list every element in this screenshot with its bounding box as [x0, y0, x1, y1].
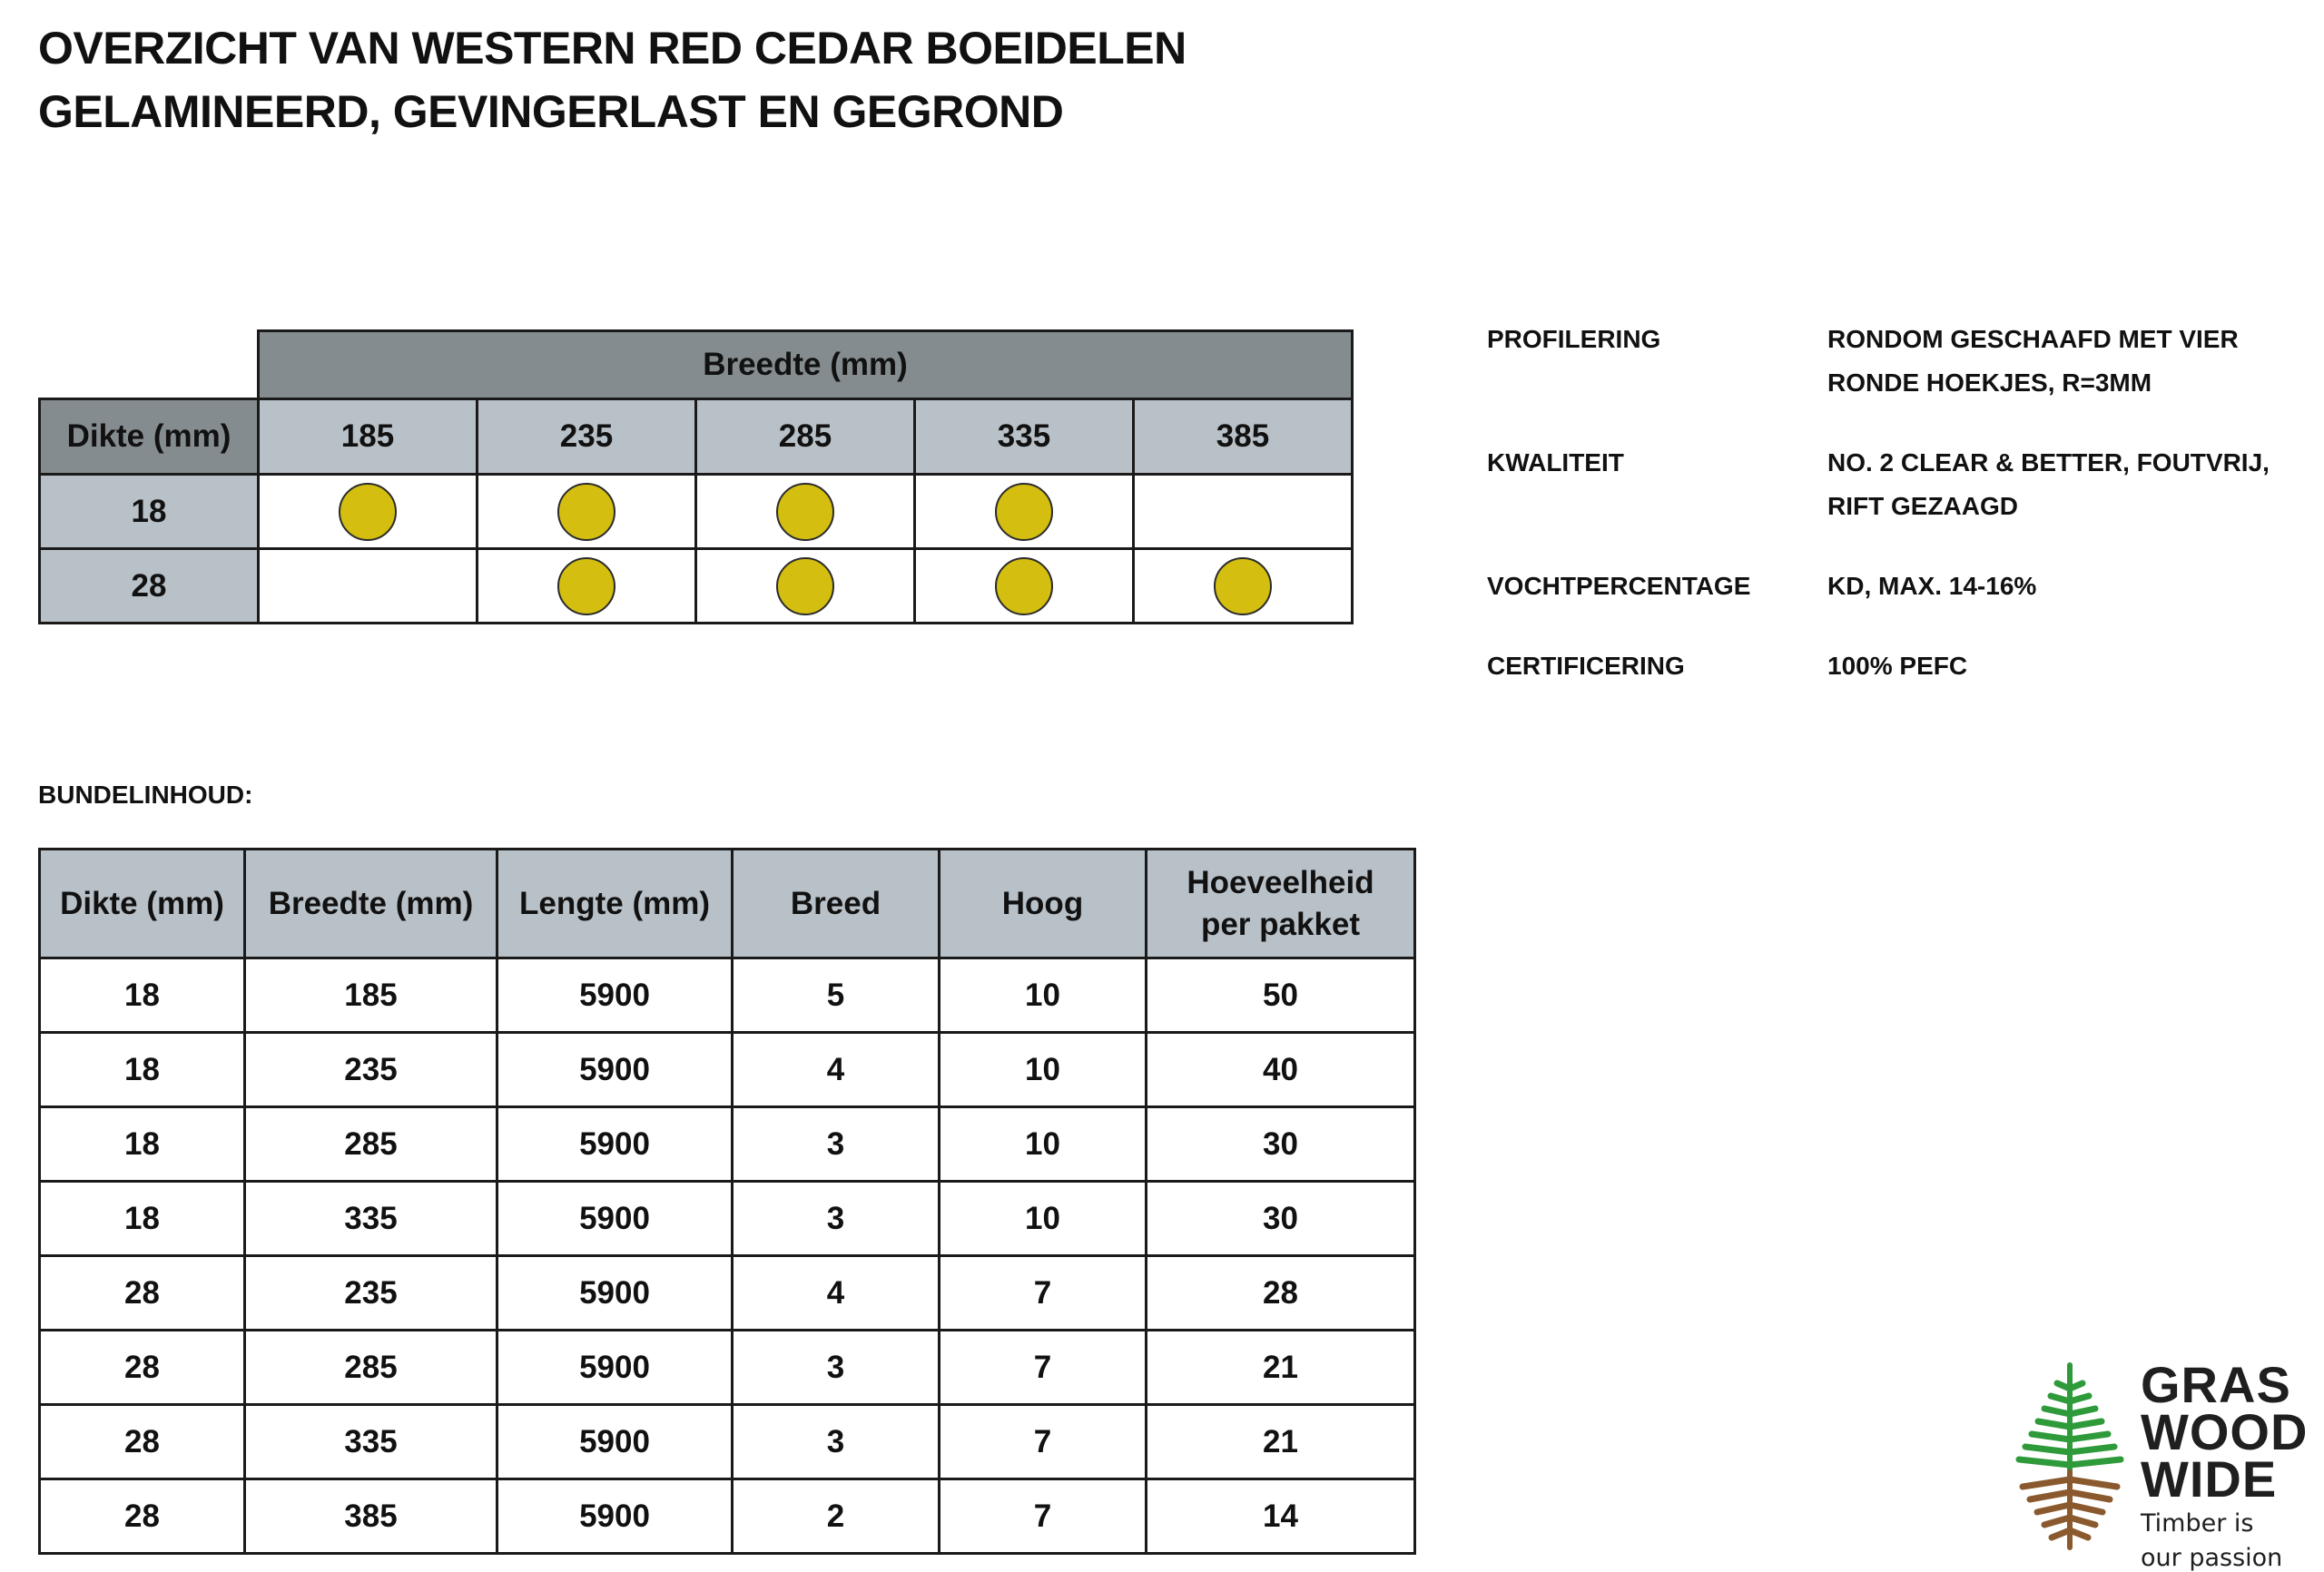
availability-cell [478, 549, 696, 624]
bundle-cell: 14 [1147, 1479, 1415, 1554]
bundle-cell: 28 [40, 1405, 245, 1479]
width-header: 385 [1134, 399, 1353, 475]
spec-value-line: KD, MAX. 14-16% [1827, 572, 2037, 600]
logo-tagline: our passion [2141, 1544, 2283, 1572]
bundle-cell: 7 [940, 1405, 1147, 1479]
bundle-cell: 7 [940, 1331, 1147, 1405]
availability-table [38, 329, 1354, 624]
bundle-header: Hoeveelheid per pakket [1147, 850, 1415, 958]
availability-cell [259, 549, 478, 624]
spec-value-line: RIFT GEZAAGD [1827, 492, 2018, 520]
bundle-header: Breedte (mm) [245, 850, 497, 958]
bundle-cell: 285 [245, 1331, 497, 1405]
bundle-cell: 30 [1147, 1182, 1415, 1256]
table-row [40, 1331, 1415, 1405]
bundle-cell: 5900 [497, 1479, 733, 1554]
bundle-cell: 4 [733, 1033, 940, 1107]
row-dikte: 28 [40, 549, 259, 624]
logo-word: WOOD [2141, 1403, 2309, 1460]
bundle-cell: 10 [940, 958, 1147, 1033]
available-marker [776, 557, 834, 615]
bundle-cell: 10 [940, 1033, 1147, 1107]
bundle-cell: 385 [245, 1479, 497, 1554]
available-marker [995, 557, 1053, 615]
bundle-cell: 4 [733, 1256, 940, 1331]
bundle-cell: 3 [733, 1331, 940, 1405]
bundle-cell: 5900 [497, 1331, 733, 1405]
availability-cell [1134, 475, 1353, 549]
bundle-header: Dikte (mm) [40, 850, 245, 958]
table-row [40, 1182, 1415, 1256]
spec-row [1487, 644, 2299, 688]
breedte-header: Breedte (mm) [259, 331, 1353, 399]
spec-key: CERTIFICERING [1487, 652, 1685, 680]
spec-key: PROFILERING [1487, 325, 1661, 353]
empty-corner [40, 331, 259, 399]
width-header: 335 [915, 399, 1134, 475]
dikte-header: Dikte (mm) [40, 399, 259, 475]
spec-list [1487, 318, 2299, 724]
bundle-header: Breed [733, 850, 940, 958]
bundle-cell: 28 [40, 1331, 245, 1405]
logo-word: WIDE [2141, 1450, 2278, 1508]
bundle-cell: 285 [245, 1107, 497, 1182]
available-marker [339, 483, 397, 541]
bundle-label: BUNDELINHOUD: [38, 781, 253, 809]
tree-roots-icon [2014, 1361, 2132, 1552]
spec-row [1487, 565, 2299, 608]
spec-value-line: 100% PEFC [1827, 652, 1968, 680]
bundle-cell: 3 [733, 1107, 940, 1182]
spec-row [1487, 441, 2299, 528]
bundle-cell: 5900 [497, 1107, 733, 1182]
spec-key: KWALITEIT [1487, 448, 1624, 477]
bundle-cell: 3 [733, 1182, 940, 1256]
width-header: 235 [478, 399, 696, 475]
bundle-cell: 50 [1147, 958, 1415, 1033]
available-marker [1214, 557, 1272, 615]
bundle-table [38, 848, 1416, 1555]
available-marker [557, 557, 615, 615]
bundle-cell: 21 [1147, 1405, 1415, 1479]
logo-word: GRAS [2141, 1356, 2291, 1413]
available-marker [995, 483, 1053, 541]
bundle-cell: 18 [40, 1182, 245, 1256]
spec-value [1827, 565, 2299, 608]
availability-cell [259, 475, 478, 549]
bundle-cell: 5900 [497, 958, 733, 1033]
availability-cell [1134, 549, 1353, 624]
bundle-cell: 5900 [497, 1405, 733, 1479]
bundle-cell: 28 [40, 1479, 245, 1554]
width-header: 285 [696, 399, 915, 475]
bundle-cell: 21 [1147, 1331, 1415, 1405]
bundle-header: Lengte (mm) [497, 850, 733, 958]
spec-value [1827, 644, 2299, 688]
logo-text [2141, 1356, 2309, 1572]
logo-tagline: Timber is [2141, 1509, 2254, 1538]
bundle-cell: 5900 [497, 1033, 733, 1107]
table-row [40, 1033, 1415, 1107]
title-line-2: GELAMINEERD, GEVINGERLAST EN GEGROND [38, 86, 1064, 137]
bundle-cell: 235 [245, 1033, 497, 1107]
bundle-cell: 5900 [497, 1182, 733, 1256]
table-row [40, 958, 1415, 1033]
table-row [40, 1107, 1415, 1182]
bundle-cell: 28 [40, 1256, 245, 1331]
bundle-cell: 10 [940, 1182, 1147, 1256]
bundle-cell: 335 [245, 1182, 497, 1256]
available-marker [557, 483, 615, 541]
table-row [40, 1405, 1415, 1479]
bundle-cell: 5900 [497, 1256, 733, 1331]
bundle-cell: 7 [940, 1479, 1147, 1554]
spec-value [1827, 441, 2299, 528]
bundle-cell: 235 [245, 1256, 497, 1331]
page-title [38, 16, 1187, 143]
bundle-cell: 18 [40, 958, 245, 1033]
availability-row [40, 475, 1353, 549]
bundle-cell: 185 [245, 958, 497, 1033]
availability-cell [915, 475, 1134, 549]
bundle-cell: 30 [1147, 1107, 1415, 1182]
spec-row [1487, 318, 2299, 405]
bundle-cell: 28 [1147, 1256, 1415, 1331]
bundle-cell: 335 [245, 1405, 497, 1479]
bundle-cell: 18 [40, 1033, 245, 1107]
spec-value [1827, 318, 2299, 405]
availability-cell [915, 549, 1134, 624]
bundle-header: Hoog [940, 850, 1147, 958]
table-row [40, 1256, 1415, 1331]
graswoodwide-logo [2014, 1356, 2309, 1572]
spec-value-line: RONDE HOEKJES, R=3MM [1827, 368, 2152, 397]
availability-cell [696, 549, 915, 624]
availability-row [40, 549, 1353, 624]
bundle-cell: 2 [733, 1479, 940, 1554]
title-line-1: OVERZICHT VAN WESTERN RED CEDAR BOEIDELEN [38, 23, 1187, 74]
table-row [40, 1479, 1415, 1554]
spec-value-line: RONDOM GESCHAAFD MET VIER [1827, 325, 2239, 353]
spec-key: VOCHTPERCENTAGE [1487, 572, 1751, 600]
bundle-cell: 18 [40, 1107, 245, 1182]
width-header: 185 [259, 399, 478, 475]
row-dikte: 18 [40, 475, 259, 549]
spec-value-line: NO. 2 CLEAR & BETTER, FOUTVRIJ, [1827, 448, 2270, 477]
availability-cell [696, 475, 915, 549]
available-marker [776, 483, 834, 541]
bundle-cell: 5 [733, 958, 940, 1033]
availability-cell [478, 475, 696, 549]
bundle-cell: 10 [940, 1107, 1147, 1182]
bundle-cell: 40 [1147, 1033, 1415, 1107]
bundle-cell: 7 [940, 1256, 1147, 1331]
bundle-cell: 3 [733, 1405, 940, 1479]
